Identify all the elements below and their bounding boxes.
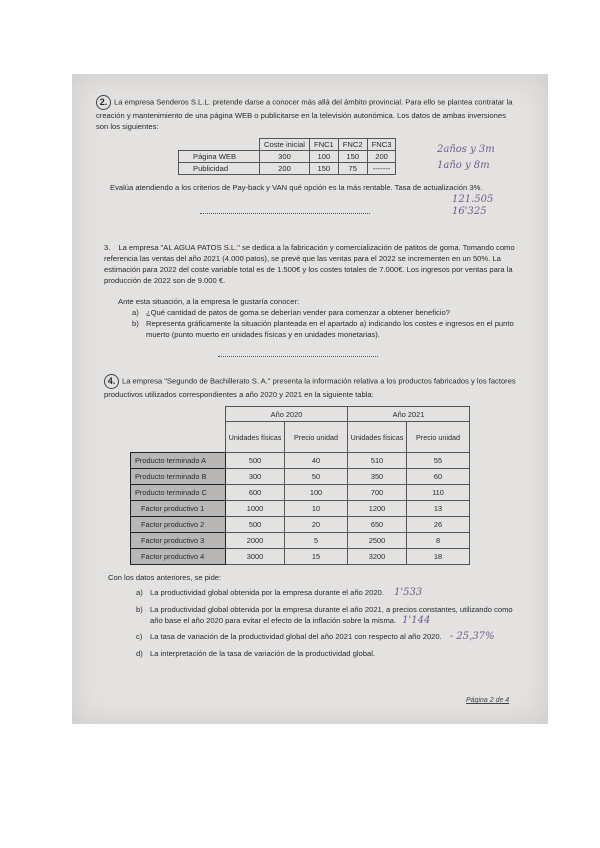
column-header: Unidades físicas [226, 422, 285, 453]
table-cell: 500 [226, 453, 285, 469]
handwritten-note: 121.505 [452, 194, 494, 205]
question-text: La empresa "AL AGUA PATOS S.L." se dedica a la fabricación y comercialización de patitos de goma. Tomando como referencia las ventas del año 2021 (4.000 patos), se prevé que las ventas para el 2022 se incrementen en un 50%. La estimación para 2022 del coste variable total es de 1.500€ y los costes totales de 7.000€. Los ingresos por ventas para la producción de 2022 son de 9.000 €. [104, 243, 515, 285]
table-cell: 200 [260, 163, 310, 175]
header-cell: FNC3 [367, 139, 396, 151]
question-number: 4. [104, 374, 119, 389]
table-cell: 300 [226, 469, 285, 485]
question-item: a) ¿Qué cantidad de patos de goma se deberían vender para comenzar a obtener beneficio? [132, 308, 450, 317]
row-label: Producto terminado B [131, 469, 226, 485]
table-row [179, 151, 396, 163]
table-row [179, 163, 396, 175]
question-2-prompt: Evalúa atendiendo a los criterios de Pay-back y VAN qué opción es la más rentable. Tasa de actualización 3%. [110, 183, 483, 192]
question-3 [104, 242, 524, 286]
investment-table [178, 138, 396, 175]
table-cell: 15 [285, 549, 348, 565]
table-cell: 110 [407, 485, 470, 501]
table-cell: 100 [285, 485, 348, 501]
table-row [131, 501, 470, 517]
answer-line [218, 356, 378, 357]
header-cell: FNC1 [309, 139, 338, 151]
table-cell: 200 [367, 151, 396, 163]
handwritten-answer: - 25,37% [449, 631, 495, 642]
year-header: Año 2020 [226, 407, 348, 422]
table-cell: 150 [338, 151, 367, 163]
question-text: La empresa "Segundo de Bachillerato S. A." presenta la información relativa a los productos fabricados y los factores productivos utilizados correspondientes a año 2020 y 2021 en la siguiente tabla: [104, 376, 516, 399]
table-cell: 1200 [348, 501, 407, 517]
table-row [131, 533, 470, 549]
question-text: La empresa Senderos S.L.L. pretende darse a conocer más allá del ámbito provincial. Para ello se plantea contratar la creación y mantenimiento de una página WEB o publicitarse en la televisión autonómica. Los datos de ambas inversiones son los siguientes: [96, 97, 513, 131]
table-cell: 55 [407, 453, 470, 469]
table-cell: 40 [285, 453, 348, 469]
column-header: Unidades físicas [348, 422, 407, 453]
table-cell: 10 [285, 501, 348, 517]
table-cell: 20 [285, 517, 348, 533]
question-3-intro: Ante esta situación, a la empresa le gustaría conocer: [118, 297, 300, 306]
header-cell: FNC2 [338, 139, 367, 151]
question-2 [96, 95, 520, 132]
handwritten-note: 1año y 8m [437, 160, 490, 171]
productivity-table [130, 406, 470, 565]
question-item: b) Representa gráficamente la situación planteada en el apartado a) indicando los costes e ingresos en el punto muerto (punto muerto en unidades físicas y en unidades monetarias). [132, 319, 514, 339]
handwritten-answer: 1'144 [402, 615, 431, 626]
table-cell: 13 [407, 501, 470, 517]
table-cell: 5 [285, 533, 348, 549]
question-item: a) La productividad global obtenida por la empresa durante el año 2020. 1'533 [136, 587, 423, 598]
question-4-intro: Con los datos anteriores, se pide: [108, 573, 222, 582]
table-cell: 500 [226, 517, 285, 533]
question-item: b) La productividad global obtenida por la empresa durante el año 2021, a precios constantes, utilizando como año base el año 2020 para evitar el efecto de la inflación sobre la misma. 1'144 [136, 605, 513, 626]
table-cell: 700 [348, 485, 407, 501]
row-label: Factor productivo 2 [131, 517, 226, 533]
row-label: Página WEB [179, 151, 260, 163]
column-header: Precio unidad [285, 422, 348, 453]
row-label: Factor productivo 3 [131, 533, 226, 549]
table-row [131, 485, 470, 501]
header-cell: Coste inicial [260, 139, 310, 151]
question-number: 2. [96, 95, 111, 110]
table-cell: 18 [407, 549, 470, 565]
row-label: Factor productivo 1 [131, 501, 226, 517]
table-cell: 1000 [226, 501, 285, 517]
table-row [131, 549, 470, 565]
table-cell: 300 [260, 151, 310, 163]
table-cell: 350 [348, 469, 407, 485]
question-4 [104, 374, 524, 400]
answer-line [200, 213, 370, 214]
page-number: Página 2 de 4 [466, 697, 510, 704]
table-row [131, 453, 470, 469]
row-label: Factor productivo 4 [131, 549, 226, 565]
question-number: 3. [104, 243, 111, 252]
table-row [131, 517, 470, 533]
table-cell: 3000 [226, 549, 285, 565]
table-cell: ------- [367, 163, 396, 175]
table-cell: 60 [407, 469, 470, 485]
table-cell: 3200 [348, 549, 407, 565]
table-cell: 650 [348, 517, 407, 533]
row-label: Publicidad [179, 163, 260, 175]
row-label: Producto terminado C [131, 485, 226, 501]
table-cell: 100 [309, 151, 338, 163]
handwritten-note: 16'325 [452, 206, 487, 217]
table-cell: 26 [407, 517, 470, 533]
table-cell: 600 [226, 485, 285, 501]
table-cell: 2000 [226, 533, 285, 549]
question-item: c) La tasa de variación de la productividad global del año 2021 con respecto al año 2020. - 25,37% [136, 631, 495, 642]
table-cell: 510 [348, 453, 407, 469]
row-label: Producto terminado A [131, 453, 226, 469]
handwritten-note: 2años y 3m [437, 144, 495, 155]
year-header: Año 2021 [348, 407, 470, 422]
column-header: Precio unidad [407, 422, 470, 453]
handwritten-answer: 1'533 [394, 587, 423, 598]
table-cell: 2500 [348, 533, 407, 549]
table-cell: 150 [309, 163, 338, 175]
table-row [131, 469, 470, 485]
table-cell: 8 [407, 533, 470, 549]
table-cell: 75 [338, 163, 367, 175]
question-item: d) La interpretación de la tasa de variación de la productividad global. [136, 649, 376, 658]
table-cell: 50 [285, 469, 348, 485]
